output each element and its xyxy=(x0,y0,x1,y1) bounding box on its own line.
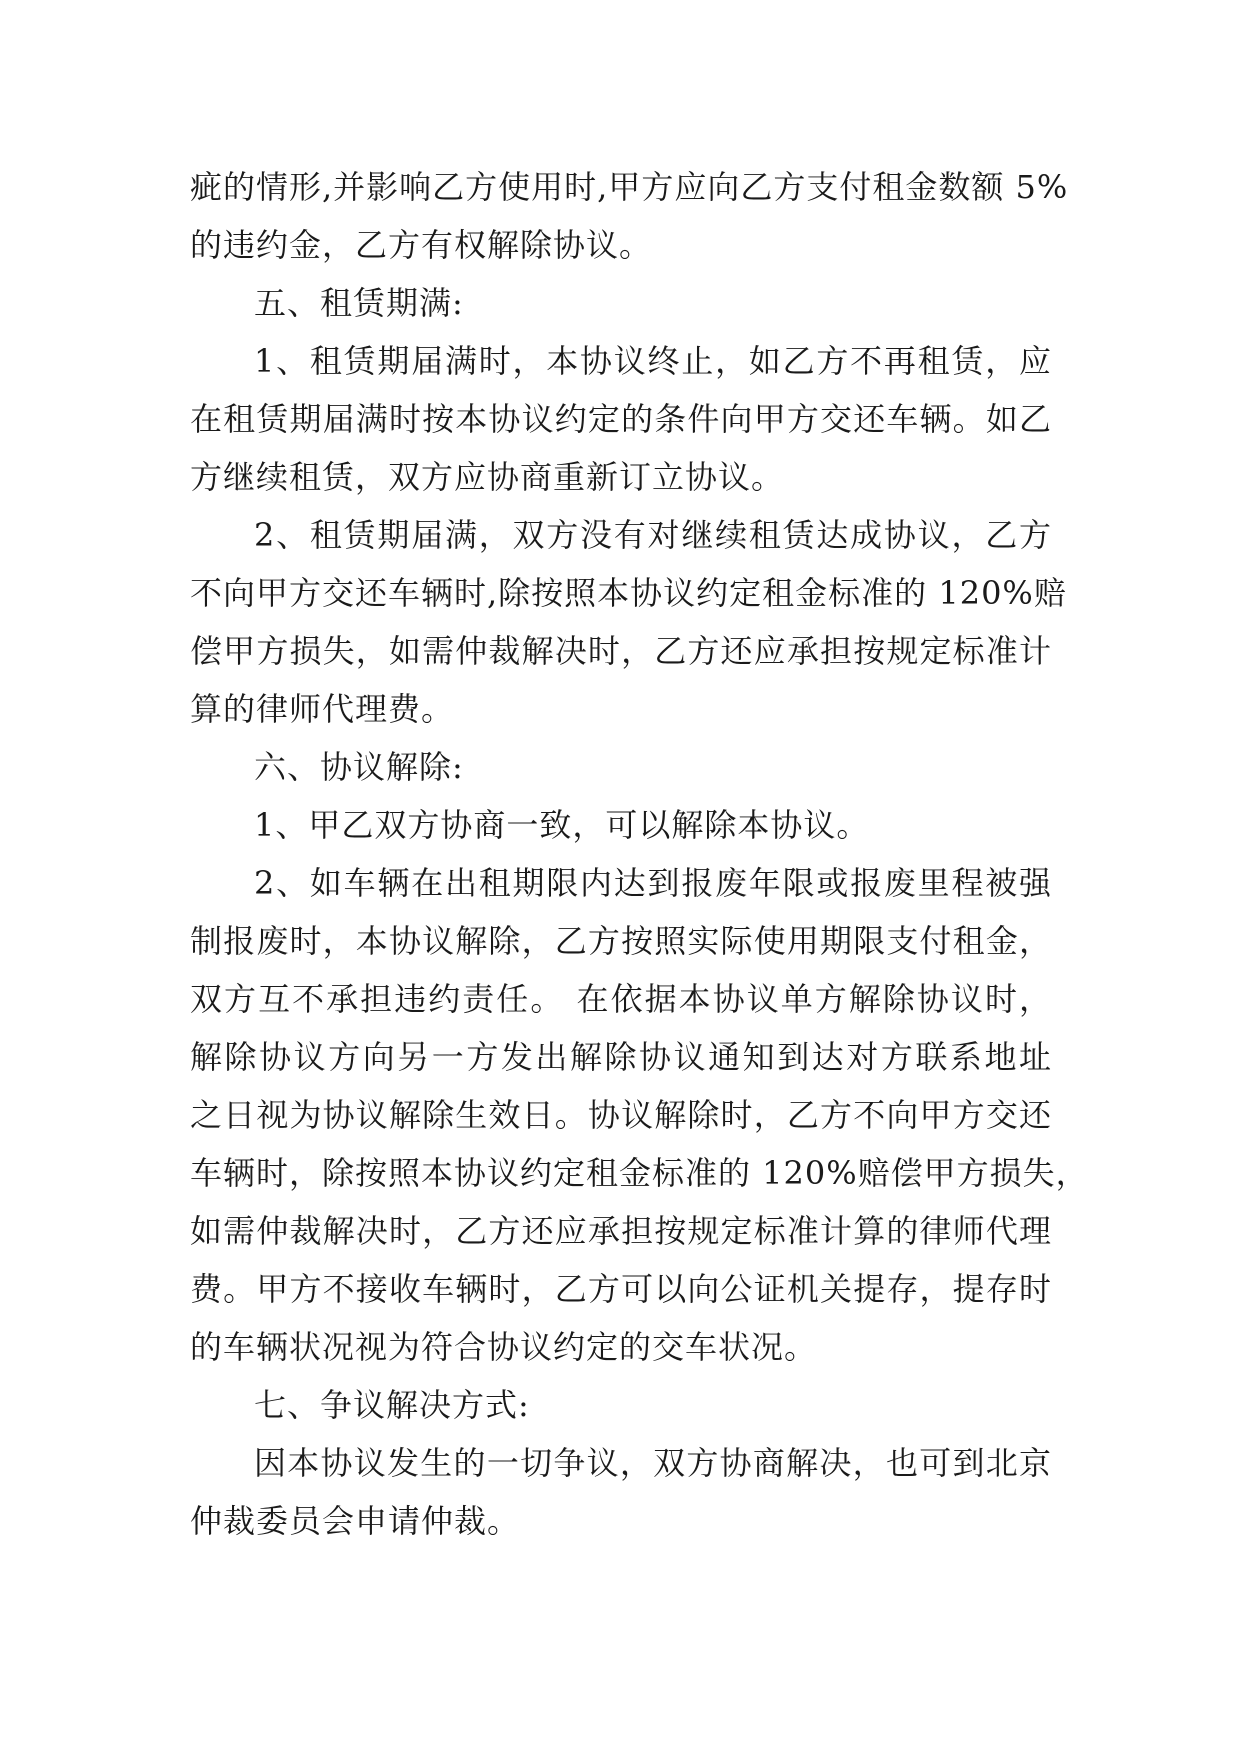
text-line: 疵的情形,并影响乙方使用时,甲方应向乙方支付租金数额 5% xyxy=(190,168,1069,206)
text-line: 双方互不承担违约责任。 在依据本协议单方解除协议时， xyxy=(190,980,1052,1018)
contract-text xyxy=(190,158,1089,1550)
text-line: 之日视为协议解除生效日。协议解除时，乙方不向甲方交还 xyxy=(190,1096,1052,1134)
text-line: 1、租赁期届满时，本协议终止，如乙方不再租赁，应 xyxy=(254,342,1052,380)
text-line: 在租赁期届满时按本协议约定的条件向甲方交还车辆。如乙 xyxy=(190,400,1052,438)
text-line: 的车辆状况视为符合协议约定的交车状况。 xyxy=(190,1328,818,1366)
text-line: 2、如车辆在出租期限内达到报废年限或报废里程被强 xyxy=(254,864,1052,902)
text-line: 仲裁委员会申请仲裁。 xyxy=(190,1502,521,1540)
text-line: 1、甲乙双方协商一致，可以解除本协议。 xyxy=(254,806,870,844)
text-line: 方继续租赁，双方应协商重新订立协议。 xyxy=(190,458,785,496)
section-heading: 六、协议解除: xyxy=(254,748,464,786)
text-line: 2、租赁期届满，双方没有对继续租赁达成协议，乙方 xyxy=(254,516,1052,554)
text-line: 偿甲方损失，如需仲裁解决时，乙方还应承担按规定标准计 xyxy=(190,632,1052,670)
text-line: 的违约金，乙方有权解除协议。 xyxy=(190,226,653,264)
text-line: 制报废时，本协议解除，乙方按照实际使用期限支付租金， xyxy=(190,922,1052,960)
text-line: 费。甲方不接收车辆时，乙方可以向公证机关提存，提存时 xyxy=(190,1270,1052,1308)
text-line: 因本协议发生的一切争议，双方协商解决，也可到北京 xyxy=(254,1444,1052,1482)
text-line: 如需仲裁解决时，乙方还应承担按规定标准计算的律师代理 xyxy=(190,1212,1052,1250)
text-line: 不向甲方交还车辆时,除按照本协议约定租金标准的 120%赔 xyxy=(190,574,1067,612)
section-heading: 五、租赁期满: xyxy=(254,284,464,322)
section-heading: 七、争议解决方式: xyxy=(254,1386,530,1424)
text-line: 车辆时，除按照本协议约定租金标准的 120%赔偿甲方损失， xyxy=(190,1154,1089,1192)
text-line: 解除协议方向另一方发出解除协议通知到达对方联系地址 xyxy=(190,1038,1052,1076)
text-line: 算的律师代理费。 xyxy=(190,690,455,728)
